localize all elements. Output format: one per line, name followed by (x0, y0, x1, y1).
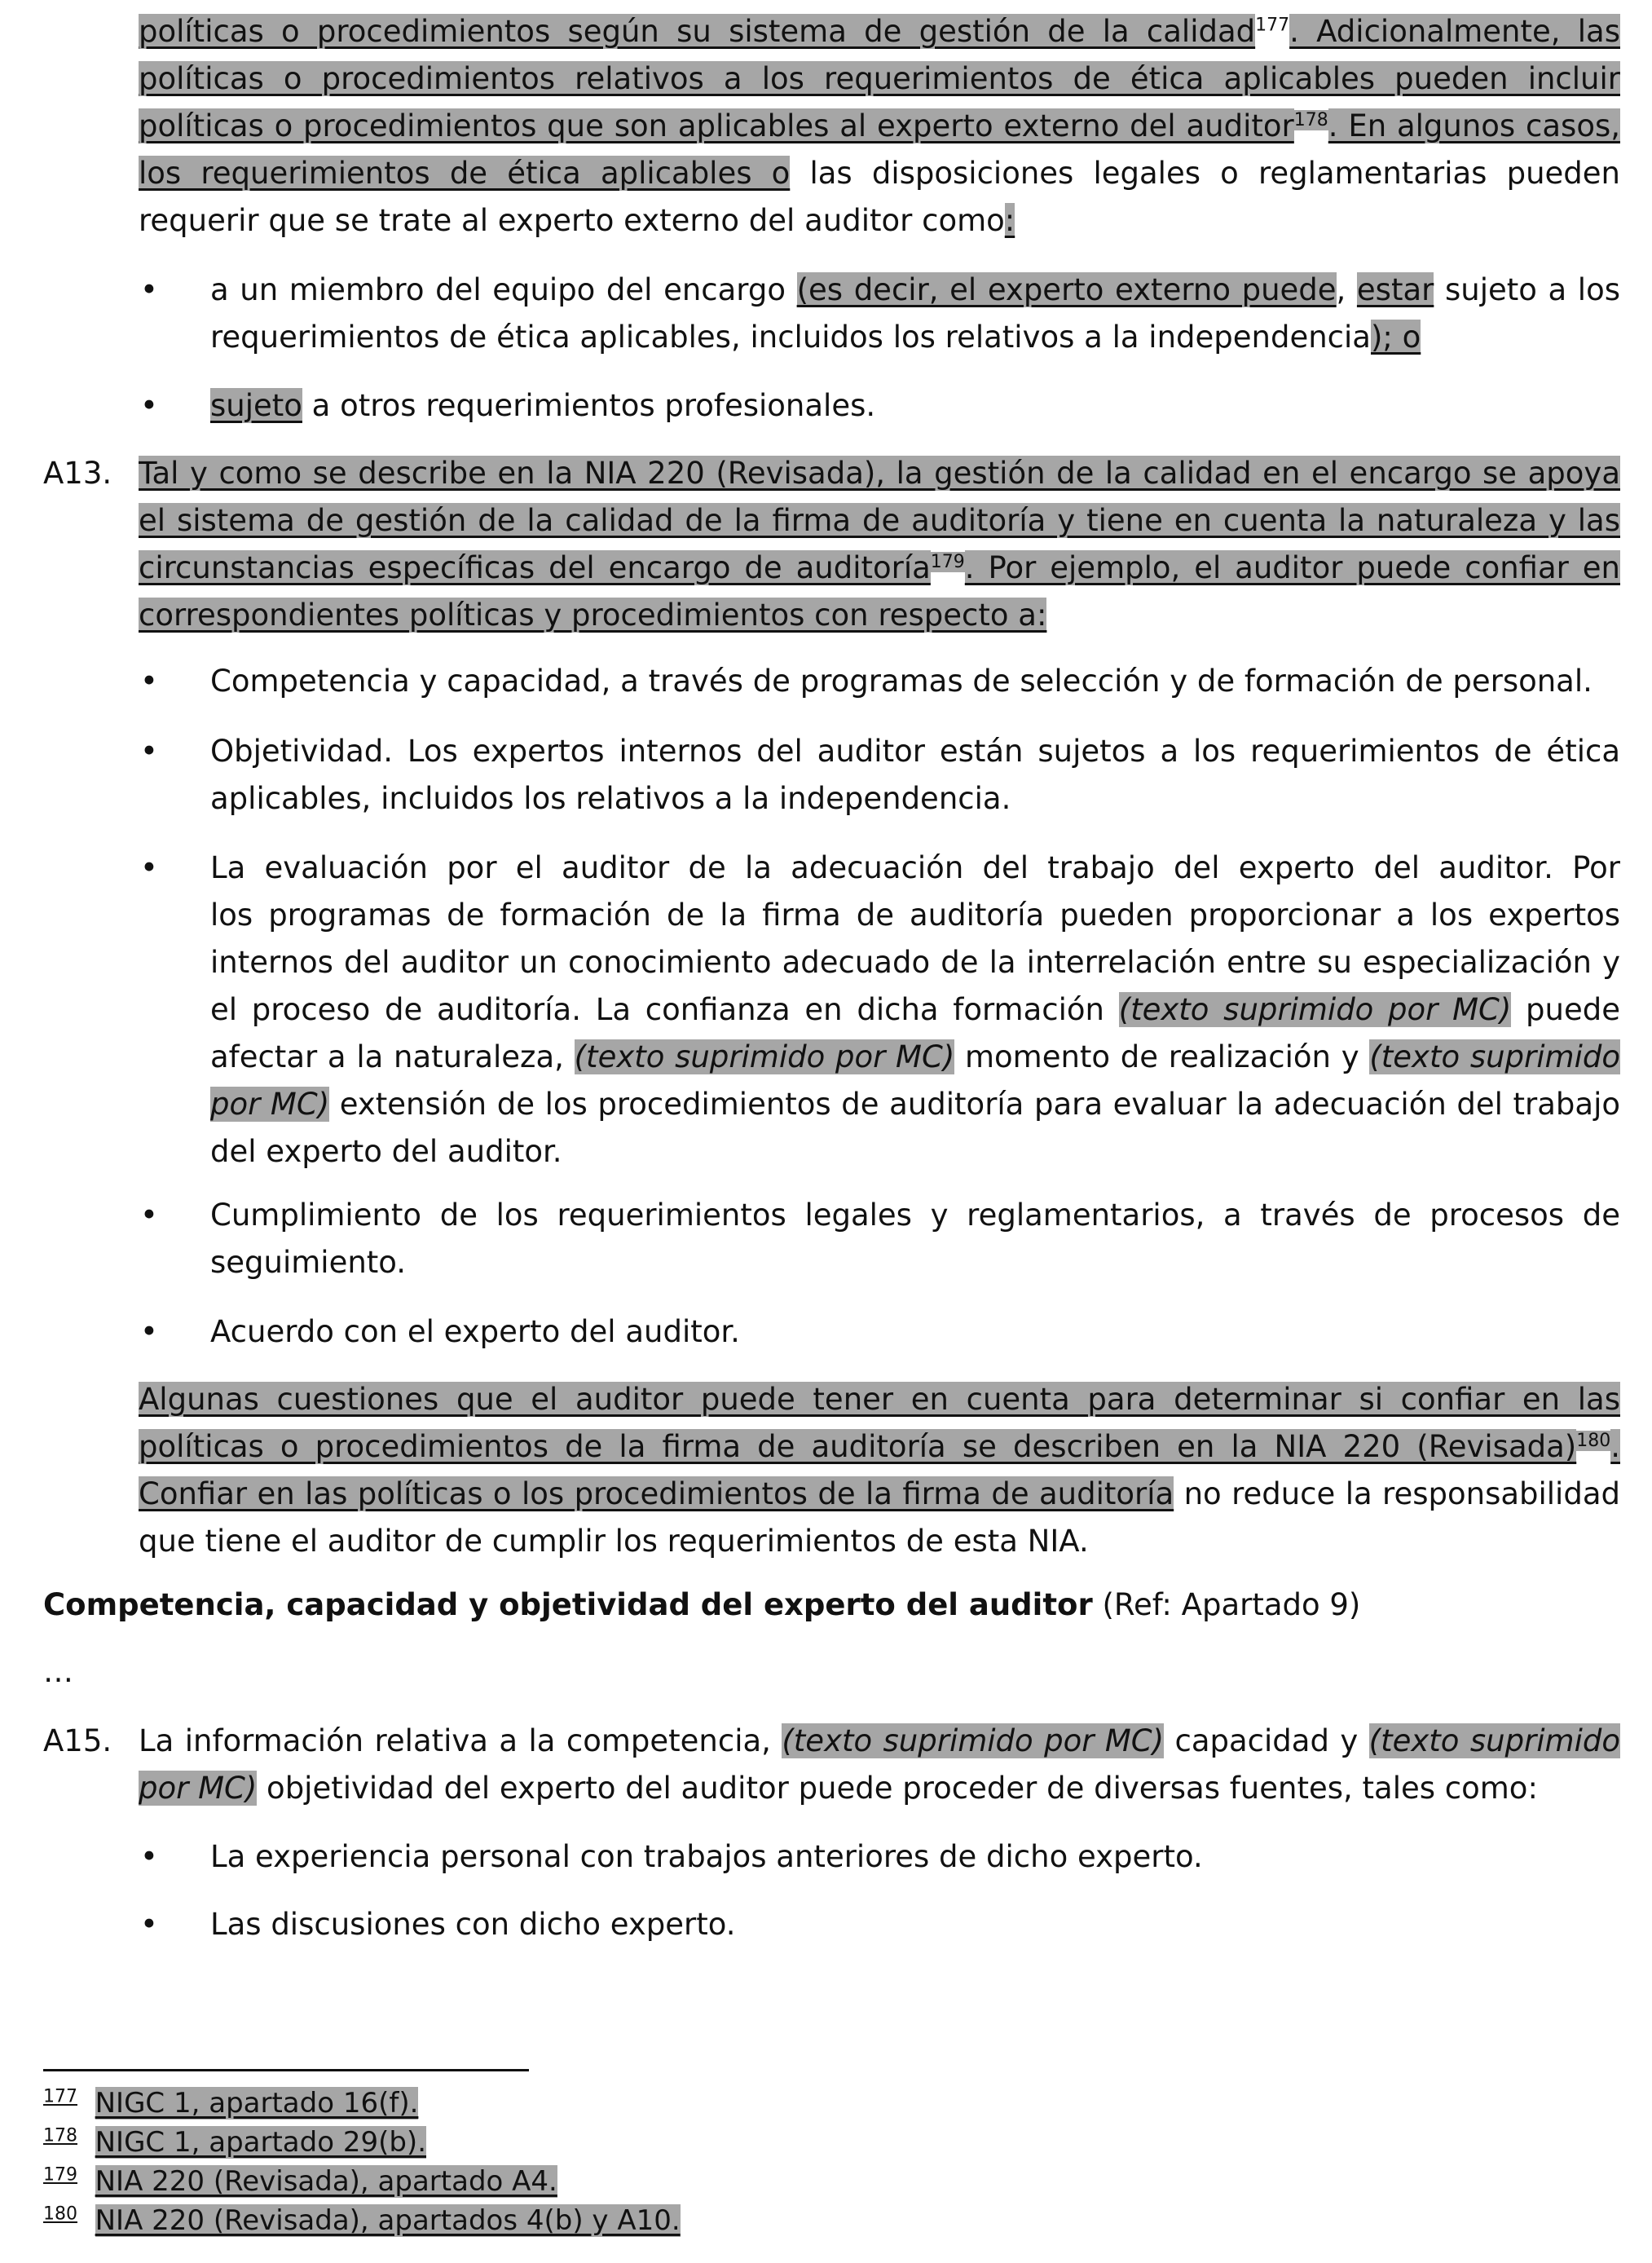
footnote-text: NIA 220 (Revisada), apartados 4(b) y A10. (95, 2204, 681, 2237)
list-item (210, 1192, 1620, 1286)
text-span: por MC) (139, 1771, 258, 1806)
text-span: políticas o procedimientos que son aplicables al experto externo del auditor (139, 108, 1294, 143)
text-line: que tiene el auditor de cumplir los requerimientos de esta NIA. (139, 1524, 1089, 1559)
footnote-mark: 178 (43, 2125, 77, 2146)
text-line: La experiencia personal con trabajos anteriores de dicho experto. (210, 1839, 1203, 1874)
text-span: Tal y como se describe en la NIA 220 (Revisada), la gestión de la calidad en el encargo se apoya (139, 456, 1620, 497)
list-item (210, 845, 1620, 1176)
list-item (210, 267, 1620, 361)
footnote-separator (43, 2069, 529, 2071)
heading-text: Competencia, capacidad y objetividad del experto del auditor (43, 1587, 1093, 1622)
text-span: políticas o procedimientos relativos a los requerimientos de ética aplicables pueden incluir (139, 61, 1620, 96)
text-span: correspondientes políticas y procedimientos con respecto a: (139, 598, 1047, 633)
text-span: : (1004, 203, 1015, 238)
list-item (210, 728, 1620, 823)
list-item (210, 1901, 1620, 1948)
footnote-ref[interactable]: 178 (1293, 109, 1328, 130)
text-span: objetividad del experto del auditor puede proceder de diversas fuentes, tales como: (257, 1771, 1538, 1806)
text-span: . En algunos casos, (1328, 108, 1620, 143)
footnote-text: NIGC 1, apartado 16(f). (95, 2087, 419, 2120)
text-span: . Adicionalmente, las (1289, 14, 1620, 49)
bullet-mark: • (140, 1839, 158, 1874)
text-span: (texto suprimido por MC) (574, 1039, 955, 1074)
text-span: (texto suprimido por MC) (782, 1723, 1165, 1758)
text-span: capacidad y (1164, 1723, 1369, 1758)
text-span: (texto suprimido por MC) (1118, 992, 1512, 1027)
footnote (43, 2123, 426, 2162)
footnote-ref[interactable]: 180 (1576, 1430, 1611, 1451)
text-span: sujeto (210, 388, 302, 423)
text-span: La información relativa a la competencia, (139, 1723, 782, 1758)
footnote (43, 2084, 418, 2123)
text-span: sujeto a los (1434, 272, 1620, 307)
text-span: (texto suprimido (1369, 1039, 1620, 1074)
continuation-paragraph (139, 8, 1620, 245)
paragraph-number: A15. (43, 1723, 112, 1758)
text-span: políticas o procedimientos de la firma de auditoría se describen en la NIA 220 (Revisada) (139, 1429, 1577, 1464)
bullet-mark: • (140, 1198, 158, 1233)
text-span: (es decir, el experto externo puede (796, 272, 1337, 307)
text-span: por MC) (210, 1087, 330, 1122)
footnote-mark: 180 (43, 2203, 77, 2225)
text-span: estar (1356, 272, 1434, 307)
text-line: internos del auditor un conocimiento adecuado de la interrelación entre su especialización y (210, 945, 1620, 980)
footnote-text: NIGC 1, apartado 29(b). (95, 2126, 426, 2159)
text-span: Algunas cuestiones que el auditor puede tener en cuenta para determinar si confiar en las (139, 1382, 1620, 1417)
paragraph-a13 (139, 450, 1620, 639)
text-span: requerir que se trate al experto externo del auditor como (139, 203, 1005, 238)
paragraph-a15 (139, 1718, 1620, 1812)
text-span: el sistema de gestión de la calidad de la firma de auditoría y tiene en cuenta la naturaleza y las (139, 503, 1620, 538)
text-line: Las discusiones con dicho experto. (210, 1907, 736, 1942)
text-line: del experto del auditor. (210, 1134, 562, 1169)
text-line: La evaluación por el auditor de la adecuación del trabajo del experto del auditor. Por (210, 850, 1620, 885)
footnote-text: NIA 220 (Revisada), apartado A4. (95, 2165, 557, 2198)
list-item (210, 1308, 1620, 1356)
text-span: las disposiciones legales o reglamentarias pueden (790, 156, 1620, 191)
text-line: seguimiento. (210, 1245, 407, 1280)
footnote (43, 2201, 681, 2240)
text-span: puede (1511, 992, 1620, 1027)
text-line: Cumplimiento de los requerimientos legales y reglamentarios, a través de procesos de (210, 1198, 1620, 1233)
text-line: aplicables, incluidos los relativos a la independencia. (210, 781, 1011, 816)
text-line: Competencia y capacidad, a través de programas de selección y de formación de personal. (210, 664, 1593, 699)
closing-paragraph (139, 1376, 1620, 1565)
text-line: los programas de formación de la firma de auditoría pueden proporcionar a los expertos (210, 898, 1620, 933)
text-span: ); o (1370, 320, 1421, 355)
text-span: extensión de los procedimientos de auditoría para evaluar la adecuación del trabajo (329, 1087, 1620, 1122)
list-item (210, 658, 1620, 705)
bullet-mark: • (140, 664, 158, 699)
heading-ref: (Ref: Apartado 9) (1092, 1587, 1361, 1622)
text-span: circunstancias específicas del encargo de auditoría (139, 550, 931, 585)
ellipsis: … (43, 1654, 73, 1689)
footnote-mark: 179 (43, 2164, 77, 2186)
bullet-mark: • (140, 850, 158, 885)
text-line: Acuerdo con el experto del auditor. (210, 1314, 740, 1349)
list-item (210, 1833, 1620, 1881)
footnote-mark: 177 (43, 2086, 77, 2107)
paragraph-number: A13. (43, 456, 112, 491)
bullet-mark: • (140, 272, 158, 307)
text-span: afectar a la naturaleza, (210, 1039, 575, 1074)
text-span: . (1610, 1429, 1620, 1464)
text-span: a un miembro del equipo del encargo (210, 272, 797, 307)
text-span: Confiar en las políticas o los procedimientos de la firma de auditoría (139, 1476, 1174, 1511)
text-span: momento de realización y (954, 1039, 1370, 1074)
footnote (43, 2162, 557, 2201)
text-span: requerimientos de ética aplicables, incluidos los relativos a la independencia (210, 320, 1371, 355)
list-item (210, 382, 1620, 430)
text-span: los requerimientos de ética aplicables o (139, 156, 791, 191)
footnote-ref[interactable]: 177 (1255, 15, 1290, 36)
bullet-mark: • (140, 1907, 158, 1942)
text-span: a otros requerimientos profesionales. (302, 388, 876, 423)
text-span: no reduce la responsabilidad (1174, 1476, 1620, 1511)
bullet-mark: • (140, 388, 158, 423)
section-heading (43, 1581, 1620, 1629)
text-span: políticas o procedimientos según su sistema de gestión de la calidad (139, 14, 1256, 49)
footnote-ref[interactable]: 179 (930, 551, 965, 572)
text-line: Objetividad. Los expertos internos del auditor están sujetos a los requerimientos de ética (210, 734, 1620, 769)
bullet-mark: • (140, 734, 158, 769)
text-span: el proceso de auditoría. La confianza en dicha formación (210, 992, 1119, 1027)
text-span: , (1336, 272, 1357, 307)
text-span: . Por ejemplo, el auditor puede confiar en (139, 550, 1620, 592)
bullet-mark: • (140, 1314, 158, 1349)
text-span: (texto suprimido (1368, 1723, 1620, 1758)
